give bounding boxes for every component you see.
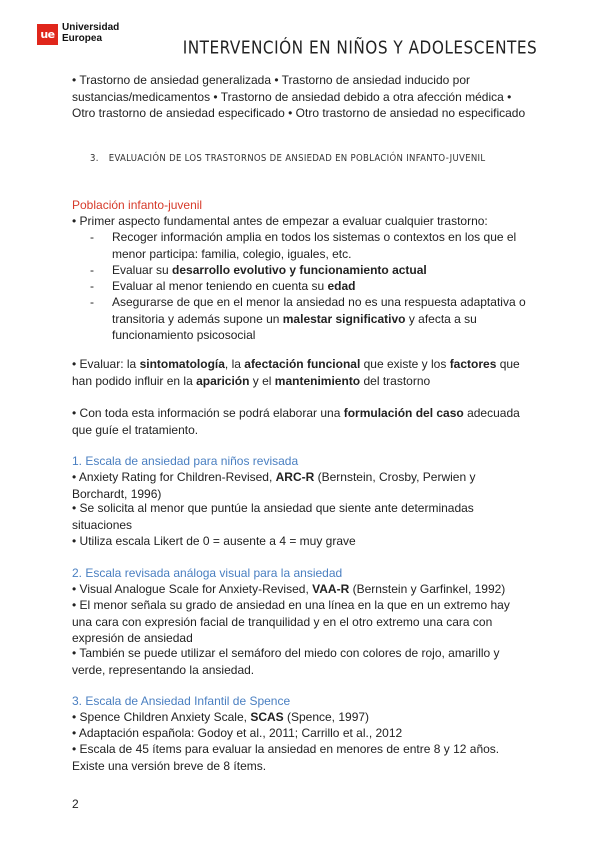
scale-1-line-1 [72,469,532,502]
scale-2-line-2: • El menor señala su grado de ansiedad en una línea en la que en un extremo hay una cara con expresión facial de tranquilidad y en el otro extremo una cara con expresión de ansiedad [72,598,510,645]
bold-text: SCAS [250,710,284,724]
scale-1-heading: 1. Escala de ansiedad para niños revisada [72,454,299,468]
scale-2-heading: 2. Escala revisada análoga visual para la ansiedad [72,566,343,580]
text-run: • Visual Analogue Scale for Anxiety-Revised, [72,582,313,596]
university-logo-text [62,22,119,44]
bold-text: factores [449,357,497,371]
section-heading [90,153,485,164]
text-run: • Evaluar: la [72,357,140,371]
scale-3-line-1 [72,709,532,726]
poblacion-heading: Población infanto-juvenil [72,198,203,212]
formulacion-paragraph [72,405,532,438]
bold-text: mantenimiento [274,373,361,388]
bold-text: VAA-R [312,582,350,596]
logo-line-1: Universidad [62,22,120,33]
text-run: y afecta a su funcionamiento psicosocial [112,311,477,342]
list-item-text [112,294,530,344]
bold-text: desarrollo evolutivo y funcionamiento actual [172,263,427,277]
logo-line-2: Europea [62,33,103,44]
text-run: , la [224,357,245,371]
scale-2-line-3: • También se puede utilizar el semáforo del miedo con colores de rojo, amarillo y verde, representando la ansiedad. [72,646,500,677]
university-logo-mark: ue [37,24,58,45]
section-number: 3. [90,153,99,164]
document-title: INTERVENCIÓN EN NIÑOS Y ADOLESCENTES [182,37,538,59]
dash-bullet: - [90,279,94,293]
list-item-text [112,262,530,279]
bold-text: formulación del caso [343,406,464,420]
scale-3-heading: 3. Escala de Ansiedad Infantil de Spence [72,694,291,708]
list-item [90,229,530,262]
evaluar-paragraph [72,356,532,389]
page-number: 2 [72,797,79,811]
anxiety-disorders-list: • Trastorno de ansiedad generalizada • Trastorno de ansiedad inducido por sustancias/medicamentos • Trastorno de ansiedad debido a otra afección médica • Otro trastorno de ansiedad especificado • Otro trastorno de ansiedad no especificado [72,73,526,120]
text-run: y el [249,373,275,388]
bold-text: aparición [196,373,250,388]
text-run: del trastorno [360,373,431,388]
text-run: que han podido influir en la [72,357,520,388]
scale-3-line-3: • Escala de 45 ítems para evaluar la ansiedad en menores de entre 8 y 12 años. Existe una versión breve de 8 ítems. [72,742,500,773]
text-run: Evaluar al menor teniendo en cuenta su [112,279,328,293]
text-run: (Spence, 1997) [283,710,370,724]
list-item [90,262,530,279]
text-run: • Spence Children Anxiety Scale, [72,710,251,724]
bold-text: malestar significativo [282,311,406,326]
bold-text: edad [327,279,356,293]
section-title: EVALUACIÓN DE LOS TRASTORNOS DE ANSIEDAD EN POBLACIÓN INFANTO-JUVENIL [108,153,486,164]
text-run: Evaluar su [112,263,173,277]
poblacion-intro: • Primer aspecto fundamental antes de empezar a evaluar cualquier trastorno: [72,214,488,228]
list-item [90,294,530,344]
dash-bullet: - [90,295,94,309]
scale-1-line-2: • Se solicita al menor que puntúe la ansiedad que siente ante determinadas situaciones [72,501,474,532]
list-item-text: Recoger información amplia en todos los sistemas o contextos en los que el menor participa: familia, colegio, iguales, etc. [112,230,517,261]
text-run: que existe y los [360,357,450,371]
list-item-text [112,278,530,295]
dash-bullet: - [90,230,94,244]
text-run: adecuada que guíe el tratamiento. [72,406,520,437]
text-run: • Anxiety Rating for Children-Revised, [72,470,276,484]
scale-3-line-2: • Adaptación española: Godoy et al., 2011; Carrillo et al., 2012 [72,726,403,740]
dash-bullet: - [90,263,94,277]
scale-2-line-1 [72,581,532,598]
text-run: Asegurarse de que en el menor la ansiedad no es una respuesta adaptativa o transitoria y además supone un [112,295,526,326]
list-item [90,278,530,295]
text-run: (Bernstein, Crosby, Perwien y Borchardt, 1996) [72,470,476,501]
text-run: • Con toda esta información se podrá elaborar una [72,406,344,420]
text-run: (Bernstein y Garfinkel, 1992) [349,582,506,596]
bold-text: ARC-R [275,470,315,484]
bold-text: afectación funcional [244,357,361,371]
bold-text: sintomatología [139,357,225,371]
scale-1-line-3: • Utiliza escala Likert de 0 = ausente a 4 = muy grave [72,534,356,548]
